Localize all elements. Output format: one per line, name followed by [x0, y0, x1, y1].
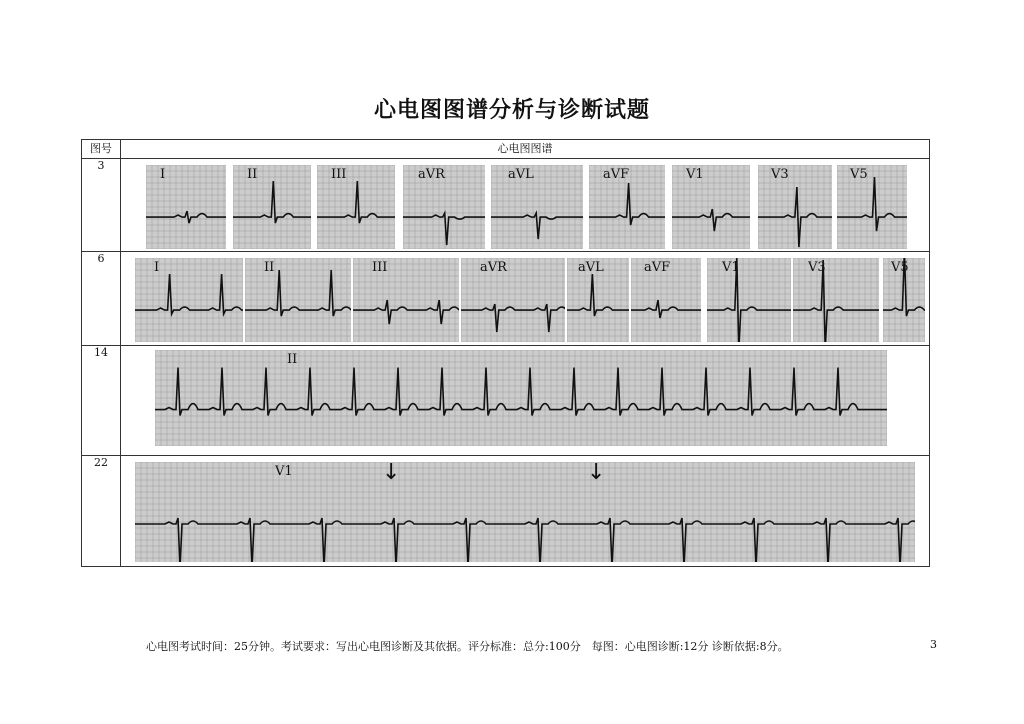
ecg-lead-panel: [567, 258, 629, 342]
lead-label: III: [372, 260, 388, 275]
lead-label: V1: [686, 167, 704, 182]
lead-label: I: [154, 260, 160, 275]
ecg-lead-panel: [631, 258, 701, 342]
lead-label: V3: [771, 167, 789, 182]
ecg-lead-panel: [233, 165, 311, 249]
lead-label: aVR: [418, 167, 445, 182]
ecg-lead-panel: [837, 165, 907, 249]
ecg-lead-panel: [793, 258, 879, 342]
lead-label: V1: [722, 260, 740, 275]
exam-instructions: 心电图考试时间：25分钟。考试要求：写出心电图诊断及其依据。评分标准：总分:100分 每图：心电图诊断:12分 诊断依据:8分。: [146, 640, 789, 653]
table-row: [82, 159, 930, 252]
arrow-marker-icon: ↓: [587, 462, 606, 485]
ecg-question-table: [81, 139, 930, 567]
ecg-lead-panel: [707, 258, 791, 342]
lead-label: I: [160, 167, 166, 182]
figure-number: 3: [82, 159, 121, 252]
lead-label: III: [331, 167, 347, 182]
lead-label: V5: [891, 260, 909, 275]
lead-label: aVF: [644, 260, 671, 275]
lead-label: aVL: [578, 260, 604, 275]
lead-label: aVR: [480, 260, 507, 275]
lead-label: V1: [275, 464, 293, 479]
ecg-lead-panel: [758, 165, 832, 249]
ecg-rhythm-panel: [135, 462, 915, 562]
ecg-lead-panel: [135, 258, 243, 342]
ecg-lead-panel: [317, 165, 395, 249]
figure-number: 6: [82, 252, 121, 346]
lead-label: V5: [850, 167, 868, 182]
table-header-row: [82, 140, 930, 159]
ecg-lead-panel: [146, 165, 226, 249]
ecg-lead-panel: [403, 165, 485, 249]
page-number: 3: [930, 638, 937, 651]
page-title: 心电图图谱分析与诊断试题: [373, 98, 650, 123]
ecg-lead-panel: [883, 258, 925, 342]
arrow-marker-icon: ↓: [382, 462, 401, 485]
ecg-lead-panel: [672, 165, 750, 249]
lead-label: II: [287, 352, 298, 367]
ecg-lead-panel: [589, 165, 665, 249]
ecg-lead-panel: [245, 258, 351, 342]
table-row: [82, 456, 930, 567]
ecg-lead-panel: [491, 165, 583, 249]
figure-number: 14: [82, 346, 121, 456]
lead-label: II: [264, 260, 275, 275]
ecg-rhythm-panel: [155, 350, 887, 446]
header-figure-number: 图号: [82, 140, 121, 159]
header-ecg-image: 心电图图谱: [121, 140, 930, 159]
figure-number: 22: [82, 456, 121, 567]
ecg-lead-panel: [353, 258, 459, 342]
ecg-lead-panel: [461, 258, 565, 342]
lead-label: aVF: [603, 167, 630, 182]
lead-label: V3: [808, 260, 826, 275]
lead-label: aVL: [508, 167, 534, 182]
lead-label: II: [247, 167, 258, 182]
table-row: [82, 252, 930, 346]
table-row: [82, 346, 930, 456]
